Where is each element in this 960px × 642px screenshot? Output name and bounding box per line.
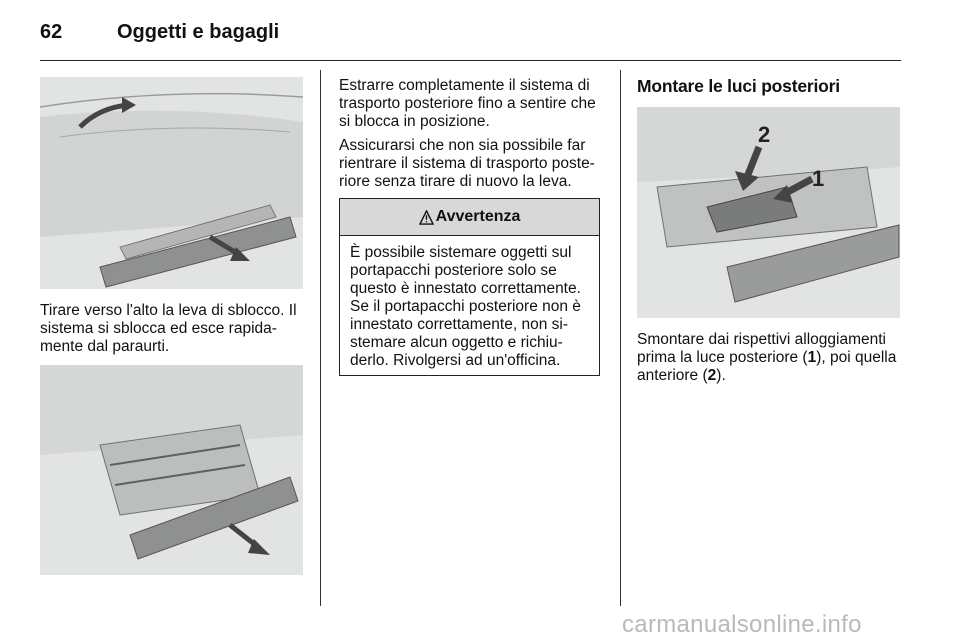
column-divider-1 [320,70,321,606]
figure-label-1: 1 [812,166,825,191]
figure-release-lever [40,77,303,289]
warning-header [340,199,599,236]
instruction-text-1: Tirare verso l'alto la leva di sblocco. Il sistema si sblocca ed esce rapida-mente dal paraurti. [40,302,297,355]
callout-number-1: 1 [807,349,817,366]
bumper-lever-illustration [40,77,303,289]
figure-carrier-extended [40,365,303,575]
watermark: carmanualsonline.info [622,611,862,638]
column-divider-2 [620,70,621,606]
instruction-text-4-suffix: ). [716,367,726,384]
instruction-text-4 [637,331,907,385]
figure-label-2: 2 [758,122,771,147]
page-title: Oggetti e bagagli [117,21,280,43]
warning-box [339,198,600,376]
header-rule [40,60,901,61]
warning-title: Avvertenza [435,208,521,225]
section-title: Montare le luci posteriori [637,76,840,96]
instruction-text-4-prefix: Smontare dai rispettivi alloggiamenti prima la luce posteriore ( [637,331,886,366]
callout-number-2: 2 [707,367,717,384]
page-header [40,12,900,52]
instruction-text-4-mid: ), poi quella anteriore ( [637,349,897,384]
carrier-extended-illustration [40,365,303,575]
warning-body: È possibile sistemare oggetti sul portapacchi posteriore solo se questo è innestato correttamente. Se il portapacchi posteriore non è innestato correttamente, non si-stemare alcun oggetto e richiu-derlo. Rivolgersi ad un'officina. [350,244,581,369]
warning-triangle-icon [419,210,434,225]
instruction-text-2: Estrarre completamente il sistema di trasporto posteriore fino a sentire che si blocca in posizione. [339,77,596,130]
figure-tail-lights [637,107,900,318]
tail-lights-illustration [637,107,900,318]
instruction-text-3: Assicurarsi che non sia possibile far rientrare il sistema di trasporto poste-riore senza tirare di nuovo la leva. [339,137,595,190]
page-number: 62 [40,21,63,43]
